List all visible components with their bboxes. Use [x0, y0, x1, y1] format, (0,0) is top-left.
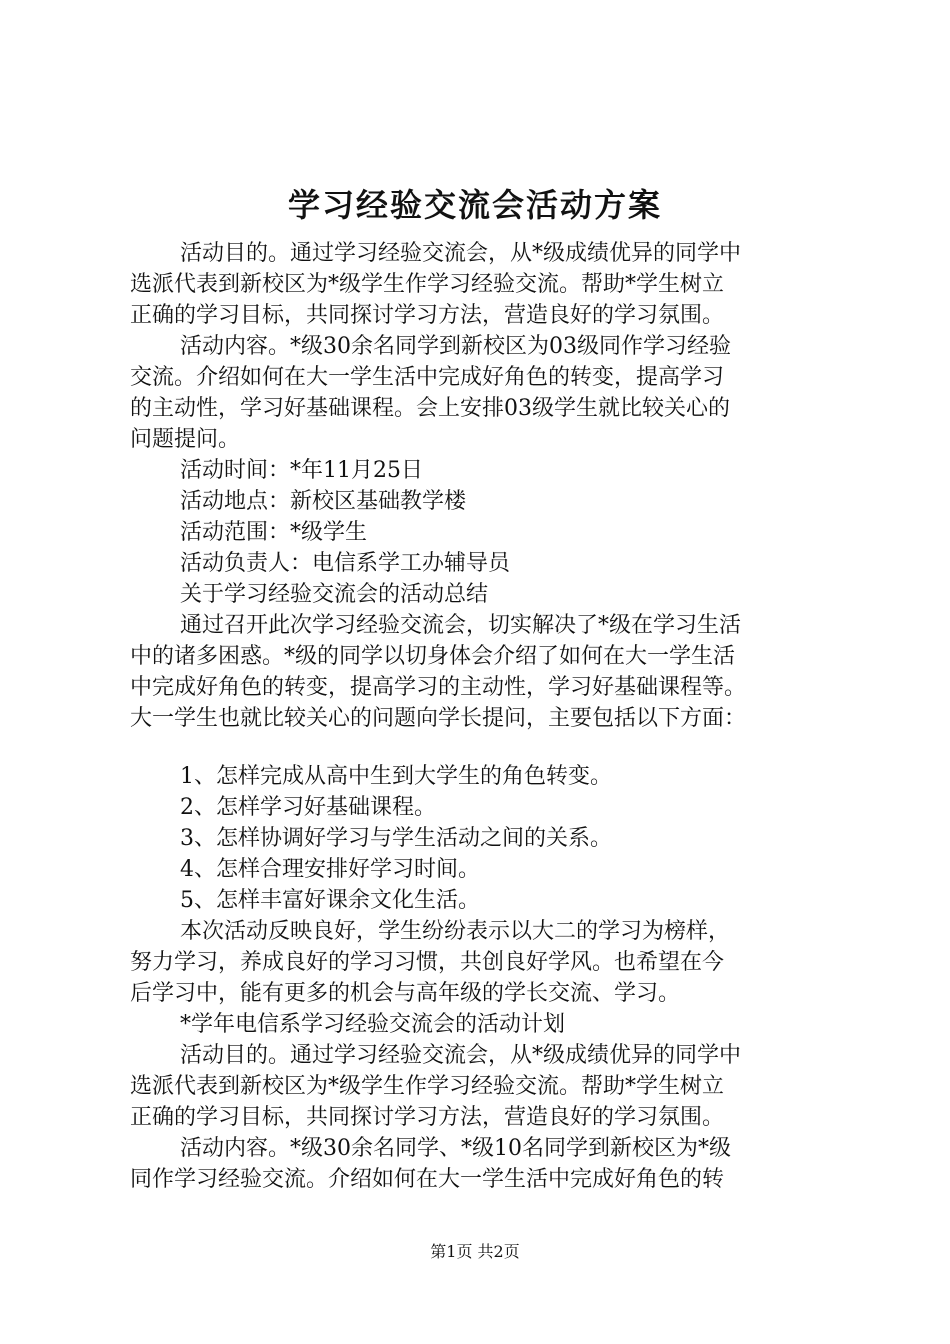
- paragraph-line: 中完成好角色的转变，提高学习的主动性，学习好基础课程等。: [130, 675, 747, 700]
- paragraph-line: 选派代表到新校区为*级学生作学习经验交流。帮助*学生树立: [130, 1074, 725, 1099]
- paragraph-line: 通过召开此次学习经验交流会，切实解决了*级在学习生活: [180, 613, 742, 638]
- spacer: [130, 734, 830, 761]
- info-line: 活动负责人：电信系学工办辅导员: [180, 551, 511, 576]
- list-item: 3、怎样协调好学习与学生活动之间的关系。: [180, 826, 612, 851]
- paragraph-line: 正确的学习目标，共同探讨学习方法，营造良好的学习氛围。: [130, 303, 725, 328]
- paragraph-line: 努力学习，养成良好的学习习惯，共创良好学风。也希望在今: [130, 950, 725, 975]
- paragraph-line: 同作学习经验交流。介绍如何在大一学生活中完成好角色的转: [130, 1167, 725, 1192]
- paragraph-line: 中的诸多困惑。*级的同学以切身体会介绍了如何在大一学生活: [130, 644, 736, 669]
- paragraph-line: 选派代表到新校区为*级学生作学习经验交流。帮助*学生树立: [130, 272, 725, 297]
- paragraph-line: 正确的学习目标，共同探讨学习方法，营造良好的学习氛围。: [130, 1105, 725, 1130]
- list-item: 4、怎样合理安排好学习时间。: [180, 857, 480, 882]
- paragraph-line: 活动内容。*级30余名同学、*级10名同学到新校区为*级: [180, 1136, 731, 1161]
- list-item: 2、怎样学习好基础课程。: [180, 795, 436, 820]
- section-heading: 关于学习经验交流会的活动总结: [180, 582, 489, 607]
- paragraph-line: 交流。介绍如何在大一学生活中完成好角色的转变，提高学习: [130, 365, 725, 390]
- paragraph-line: 大一学生也就比较关心的问题向学长提问，主要包括以下方面：: [130, 706, 747, 731]
- paragraph-line: 后学习中，能有更多的机会与高年级的学长交流、学习。: [130, 981, 681, 1006]
- paragraph-line: 活动目的。通过学习经验交流会，从*级成绩优异的同学中: [180, 241, 742, 266]
- paragraph-line: 活动内容。*级30余名同学到新校区为03级同作学习经验: [180, 334, 731, 359]
- paragraph-line: 本次活动反映良好，学生纷纷表示以大二的学习为榜样，: [180, 919, 731, 944]
- info-line: 活动范围：*级学生: [180, 520, 368, 545]
- list-item: 1、怎样完成从高中生到大学生的角色转变。: [180, 764, 612, 789]
- paragraph-line: 活动目的。通过学习经验交流会，从*级成绩优异的同学中: [180, 1043, 742, 1068]
- paragraph-line: 的主动性，学习好基础课程。会上安排03级学生就比较关心的: [130, 396, 730, 421]
- info-line: 活动地点：新校区基础教学楼: [180, 489, 467, 514]
- page-footer: 第1页 共2页: [430, 1242, 520, 1261]
- list-item: 5、怎样丰富好课余文化生活。: [180, 888, 480, 913]
- document-body: [130, 238, 830, 1195]
- section-heading: *学年电信系学习经验交流会的活动计划: [180, 1012, 566, 1037]
- info-line: 活动时间：*年11月25日: [180, 458, 423, 483]
- document-title: 学习经验交流会活动方案: [287, 186, 662, 224]
- paragraph-line: 问题提问。: [130, 427, 241, 452]
